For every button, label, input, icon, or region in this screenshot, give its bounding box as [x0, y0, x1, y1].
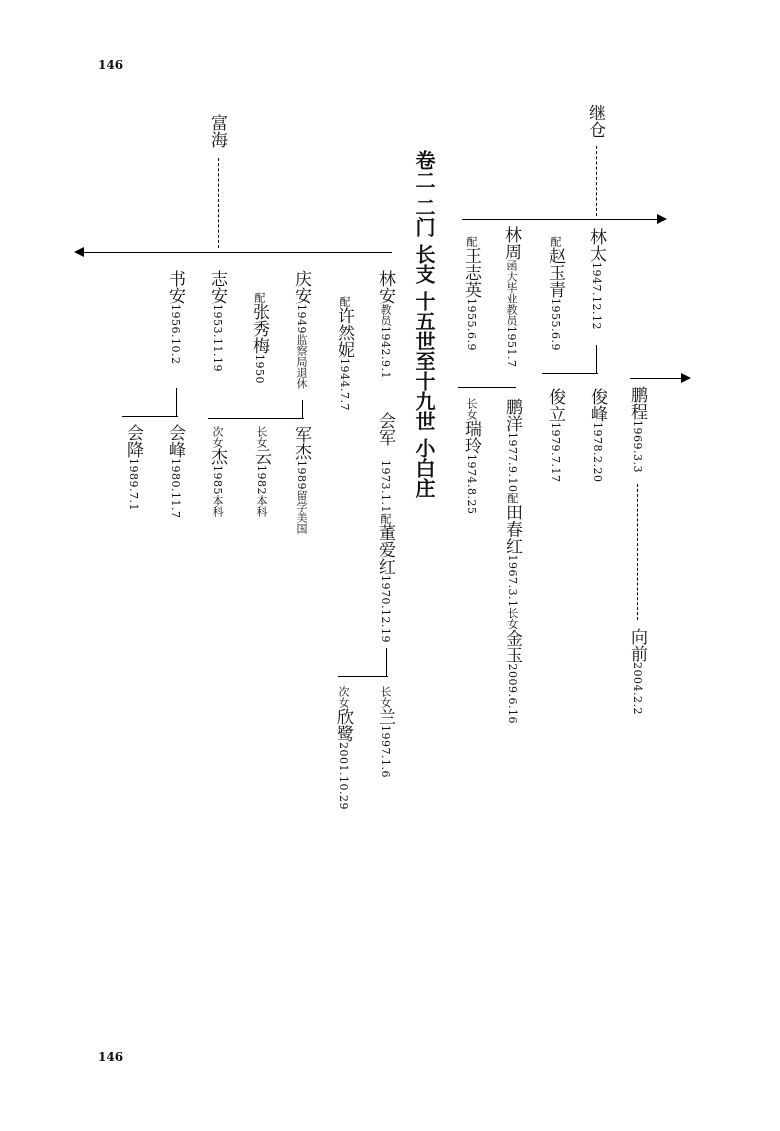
fuhai-dashed-line — [218, 158, 219, 248]
person-junli: 俊立1979.7.17 — [545, 388, 565, 483]
person-linan: 林安教员1942.9.1 — [375, 270, 395, 379]
spouse-wang: 配王志英1955.6.9 — [461, 236, 481, 351]
person-jie: 次女杰1985本科 — [207, 426, 227, 517]
right-branch-line — [462, 219, 658, 220]
person-pengyang: 鹏洋1977.9.10配田春红1967.3.1长女金玉2009.6.16 — [502, 398, 522, 724]
spouse-zhang: 配张秀梅1950 — [249, 292, 269, 384]
pengcheng-arrowhead — [681, 373, 691, 383]
jicang-dashed-line — [596, 146, 597, 216]
person-huijiang: 会降1989.7.1 — [123, 424, 143, 511]
qingan-children-line — [208, 418, 304, 419]
spouse-zhao: 配赵玉青1955.6.9 — [545, 236, 565, 351]
person-lan: 长女兰1997.1.6 — [375, 686, 395, 778]
shuan-line — [176, 388, 177, 416]
person-junjie: 军杰1989留学美国 — [291, 426, 311, 534]
person-linzhou: 林周函大毕业教员1951.7 — [501, 226, 521, 368]
ancestor-fuhai: 富海 — [207, 114, 227, 148]
pengcheng-dashed-line — [637, 484, 638, 620]
huijun-children-line — [338, 676, 388, 677]
huijun-details: 1973.1.1配董爱红1970.12.19 — [375, 460, 395, 643]
shuan-children-line — [122, 416, 178, 417]
page-title: 卷二 二门 长支 十五世至十九世 小白庄 — [412, 150, 436, 498]
person-lintai: 林太1947.12.12 — [586, 228, 606, 330]
person-junfeng: 俊峰1978.2.20 — [587, 388, 607, 483]
person-xiangqian: 向前2004.2.2 — [627, 628, 647, 715]
left-branch-arrowhead — [74, 247, 84, 257]
spouse-xu: 配许然妮1944.7.7 — [334, 296, 354, 411]
huijun-line — [386, 648, 387, 676]
lintai-children-line — [542, 373, 598, 374]
qingan-line — [302, 400, 303, 418]
person-yun: 长女云1982本科 — [251, 426, 271, 517]
page-number-top: 146 — [98, 58, 124, 72]
pengcheng-arrow-line — [630, 378, 682, 379]
person-pengcheng: 鹏程1969.3.3 — [627, 386, 647, 473]
ancestor-jicang: 继仓 — [585, 104, 605, 138]
right-branch-arrowhead — [657, 214, 667, 224]
person-ruiling: 长女瑞玲1974.8.25 — [461, 398, 481, 515]
person-huijun: 会军 — [375, 412, 395, 446]
left-branch-line — [84, 252, 392, 253]
person-xinlu: 次女欣鹭2001.10.29 — [333, 686, 353, 810]
person-qingan: 庆安1949监察局退休 — [291, 270, 311, 389]
linzhou-children-line — [458, 387, 516, 388]
page-number-bottom: 146 — [98, 1050, 124, 1064]
person-shuan: 书安1956.10.2 — [165, 270, 185, 365]
person-zhian: 志安1953.11.19 — [207, 270, 227, 372]
person-huifeng: 会峰1980.11.7 — [165, 424, 185, 519]
lintai-line — [596, 345, 597, 373]
